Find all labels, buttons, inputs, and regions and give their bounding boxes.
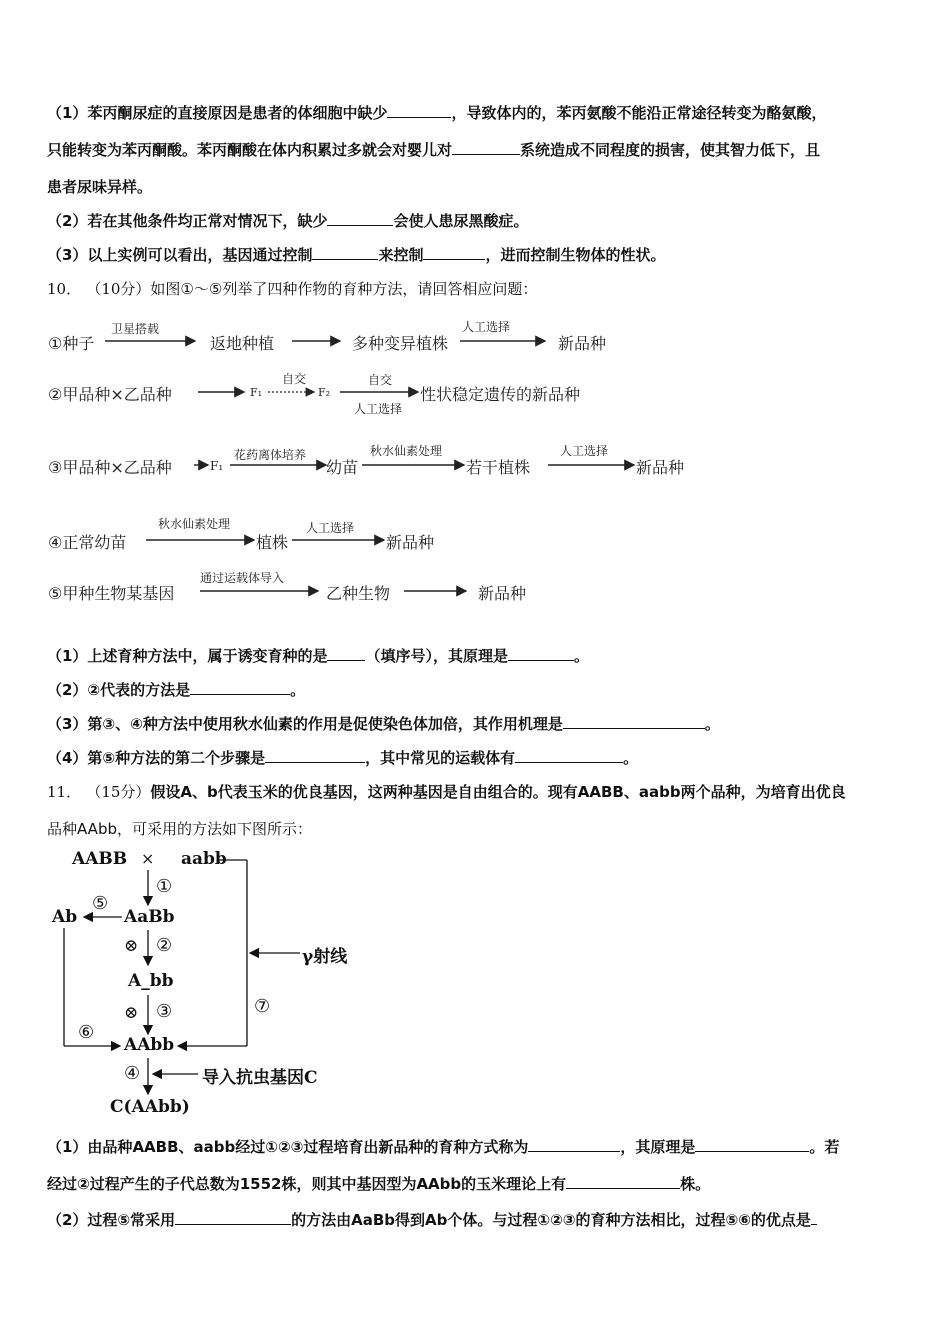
diagram-node: 新品种 bbox=[558, 334, 607, 353]
arrow-label: 花药离体培养 bbox=[234, 448, 307, 462]
step-number: ④ bbox=[124, 1063, 141, 1084]
diagram-node: 新品种 bbox=[478, 584, 527, 603]
diagram-node: 乙种生物 bbox=[326, 584, 391, 603]
genotype-label: A_bb bbox=[128, 971, 174, 991]
genotype-label: AABB bbox=[72, 849, 128, 869]
gamma-ray-label: γ射线 bbox=[302, 947, 348, 967]
q9-part2: （2）若在其他条件均正常对情况下，缺少 会使人患尿黑酸症。 bbox=[47, 212, 529, 230]
diagram-node: 新品种 bbox=[386, 533, 435, 552]
arrow-label: 人工选择 bbox=[560, 444, 609, 458]
self-cross-symbol: ⊗ bbox=[124, 1003, 139, 1023]
genotype-label: AaBb bbox=[124, 907, 175, 927]
answer-blank[interactable] bbox=[566, 1174, 680, 1189]
arrow-label: 人工选择 bbox=[354, 402, 403, 416]
diagram-node: 新品种 bbox=[636, 458, 685, 477]
q11-stem-line1: 11． （15分）假设A、b代表玉米的优良基因，这两种基因是自由组合的。现有AABB、aabb两个品种，为培育出优良 bbox=[47, 783, 846, 801]
genotype-label: AAbb bbox=[124, 1035, 175, 1055]
diagram-node: 返地种植 bbox=[210, 334, 275, 353]
arrow-label: 人工选择 bbox=[462, 320, 511, 334]
arrow-label: 自交 bbox=[282, 372, 307, 386]
arrow-label: 人工选择 bbox=[306, 521, 355, 535]
q9-part1-line3: 患者尿味异样。 bbox=[47, 178, 153, 196]
arrow-label: 通过运载体导入 bbox=[200, 571, 285, 585]
arrow-label: 秋水仙素处理 bbox=[158, 517, 231, 531]
q10-sub3: （3）第③、④种方法中使用秋水仙素的作用是促使染色体加倍，其作用机理是 。 bbox=[47, 715, 720, 733]
self-cross-symbol: ⊗ bbox=[124, 936, 139, 956]
step-number: ① bbox=[156, 876, 173, 897]
genotype-label: C(AAbb) bbox=[110, 1097, 190, 1117]
diagram-node: 性状稳定遗传的新品种 bbox=[420, 385, 581, 404]
diagram-node: ⑤甲种生物某基因 bbox=[48, 584, 175, 603]
genotype-label: aabb bbox=[181, 849, 227, 869]
cross-symbol: × bbox=[141, 849, 155, 868]
diagram-node: F₂ bbox=[318, 386, 331, 399]
answer-blank[interactable] bbox=[811, 1210, 817, 1225]
q10-stem: 10． （10分）如图①～⑤列举了四种作物的育种方法，请回答相应问题： bbox=[47, 280, 538, 298]
diagram-node: ②甲品种×乙品种 bbox=[48, 385, 172, 404]
q10-sub1: （1）上述育种方法中，属于诱变育种的是 （填序号），其原理是 。 bbox=[47, 647, 589, 665]
q11-sub2-line1: （2）过程⑤常采用 的方法由AaBb得到Ab个体。与过程①②③的育种方法相比，过程⑤⑥的优点是 bbox=[47, 1210, 907, 1230]
q10-sub2: （2）②代表的方法是 。 bbox=[47, 681, 306, 699]
genotype-label: Ab bbox=[52, 907, 78, 927]
import-gene-label: 导入抗虫基因C bbox=[202, 1068, 318, 1088]
diagram-node: F₁ bbox=[210, 459, 224, 473]
answer-blank[interactable] bbox=[528, 1137, 620, 1152]
diagram-node: ③甲品种×乙品种 bbox=[48, 458, 172, 477]
diagram-node: 若干植株 bbox=[466, 458, 531, 477]
q11-sub1-line1: （1）由品种AABB、aabb经过①②③过程培育出新品种的育种方式称为 ，其原理是 。若 bbox=[47, 1138, 840, 1156]
diagram-node: ④正常幼苗 bbox=[48, 533, 127, 552]
step-number: ⑤ bbox=[92, 893, 109, 914]
q9-part1-line1: （1）苯丙酮尿症的直接原因是患者的体细胞中缺少 ，导致体内的，苯丙氨酸不能沿正常途径转变为酪氨酸， bbox=[47, 104, 827, 122]
step-number: ⑥ bbox=[78, 1022, 95, 1043]
arrow-label: 秋水仙素处理 bbox=[370, 444, 443, 458]
diagram-node: 多种变异植株 bbox=[352, 334, 449, 353]
q11-sub1-line2: 经过②过程产生的子代总数为1552株，则其中基因型为AAbb的玉米理论上有 株。 bbox=[47, 1175, 711, 1193]
arrow-label: 自交 bbox=[368, 373, 393, 387]
diagram-node: 幼苗 bbox=[326, 458, 359, 477]
diagram-node: ①种子 bbox=[48, 334, 95, 353]
q11-stem-line2: 品种AAbb，可采用的方法如下图所示： bbox=[47, 820, 312, 838]
step-number: ② bbox=[156, 935, 173, 956]
diagram-node: 植株 bbox=[256, 533, 289, 552]
step-number: ⑦ bbox=[254, 996, 271, 1017]
diagram-node: F₁ bbox=[250, 386, 263, 399]
q10-sub4: （4）第⑤种方法的第二个步骤是 ，其中常见的运载体有 。 bbox=[47, 749, 639, 767]
q9-part1-line2: 只能转变为苯丙酮酸。苯丙酮酸在体内积累过多就会对婴儿对 系统造成不同程度的损害，使其智力低下，且 bbox=[47, 141, 821, 159]
step-number: ③ bbox=[156, 1001, 173, 1022]
arrow-label: 卫星搭载 bbox=[111, 322, 160, 336]
answer-blank[interactable] bbox=[695, 1137, 809, 1152]
answer-blank[interactable] bbox=[175, 1210, 291, 1225]
q9-part3: （3）以上实例可以看出，基因通过控制 来控制 ，进而控制生物体的性状。 bbox=[47, 246, 666, 264]
